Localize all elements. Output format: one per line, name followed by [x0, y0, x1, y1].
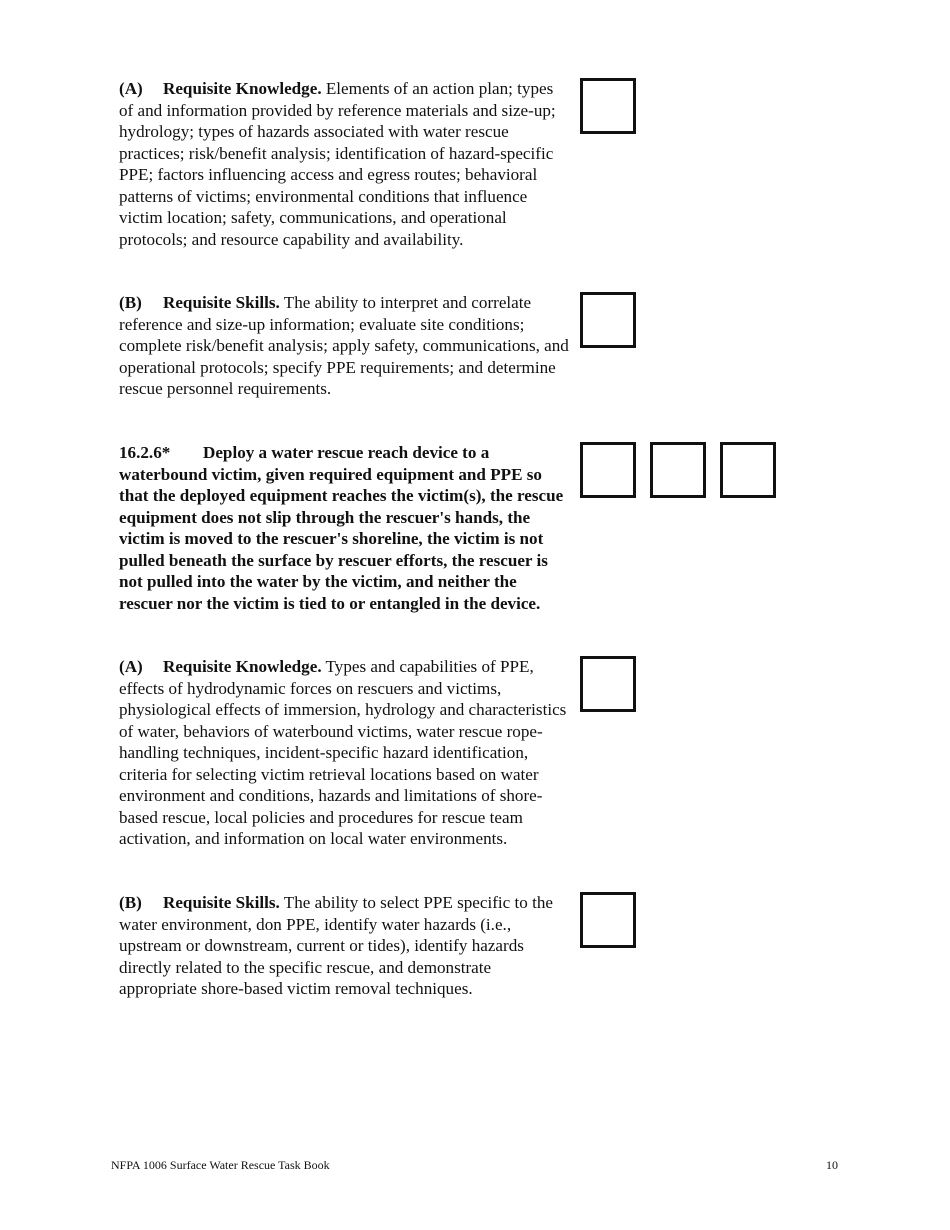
section-label: (A) — [119, 657, 143, 676]
jpr-heading-paragraph — [119, 442, 571, 614]
section-title: Requisite Knowledge. — [163, 657, 322, 676]
jpr-checkbox-2[interactable] — [650, 442, 706, 498]
section-text: Elements of an action plan; types of and information provided by reference materials and size-up; hydrology; types of hazards associated with water rescue practices; risk/benefit analysis; identification of hazard-specific PPE; factors influencing access and egress routes; behavioral patterns of victims; environmental conditions that influence victim location; safety, communications, and operational protocols; and resource capability and availability. — [119, 79, 556, 249]
section-label: (B) — [119, 893, 142, 912]
section-title: Requisite Skills. — [163, 893, 280, 912]
footer-title: NFPA 1006 Surface Water Rescue Task Book — [111, 1158, 330, 1172]
section-text: Types and capabilities of PPE, effects of hydrodynamic forces on rescuers and victims, physiological effects of immersion, hydrology and characteristics of water, behaviors of waterbound victims, water rescue rope-handling techniques, incident-specific hazard identification, criteria for selecting victim retrieval locations based on water environment and conditions, hazards and limitations of shore-based rescue, local policies and procedures for rescue team activation, and information on local water environments. — [119, 657, 567, 848]
requisite-knowledge-paragraph — [119, 656, 571, 850]
jpr-number: 16.2.6* — [119, 443, 171, 462]
section-text: The ability to interpret and correlate reference and size-up information; evaluate site conditions; complete risk/benefit analysis; apply safety, communications, and operational protocols; specify PPE requirements; and determine rescue personnel requirements. — [119, 293, 569, 398]
signoff-checkbox[interactable] — [580, 656, 636, 712]
signoff-checkbox[interactable] — [580, 892, 636, 948]
jpr-checkbox-1[interactable] — [580, 442, 636, 498]
section-title: Requisite Skills. — [163, 293, 280, 312]
section-label: (B) — [119, 293, 142, 312]
page-number: 10 — [826, 1158, 838, 1172]
jpr-text: Deploy a water rescue reach device to a waterbound victim, given required equipment and PPE so that the deployed equipment reaches the victim(s), the rescue equipment does not slip through the rescuer's hands, the victim is moved to the rescuer's shoreline, the victim is not pulled beneath the surface by rescuer efforts, the rescuer is not pulled into the water by the victim, and neither the rescuer nor the victim is tied to or entangled in the device. — [119, 443, 564, 613]
signoff-checkbox[interactable] — [580, 78, 636, 134]
section-text: The ability to select PPE specific to the water environment, don PPE, identify water hazards (i.e., upstream or downstream, current or tides), identify hazards directly related to the specific rescue, and demonstrate appropriate shore-based victim removal techniques. — [119, 893, 553, 998]
signoff-checkbox[interactable] — [580, 292, 636, 348]
requisite-knowledge-paragraph — [119, 78, 571, 250]
section-title: Requisite Knowledge. — [163, 79, 322, 98]
jpr-checkbox-3[interactable] — [720, 442, 776, 498]
section-label: (A) — [119, 79, 143, 98]
requisite-skills-paragraph — [119, 292, 571, 400]
requisite-skills-paragraph — [119, 892, 571, 1000]
